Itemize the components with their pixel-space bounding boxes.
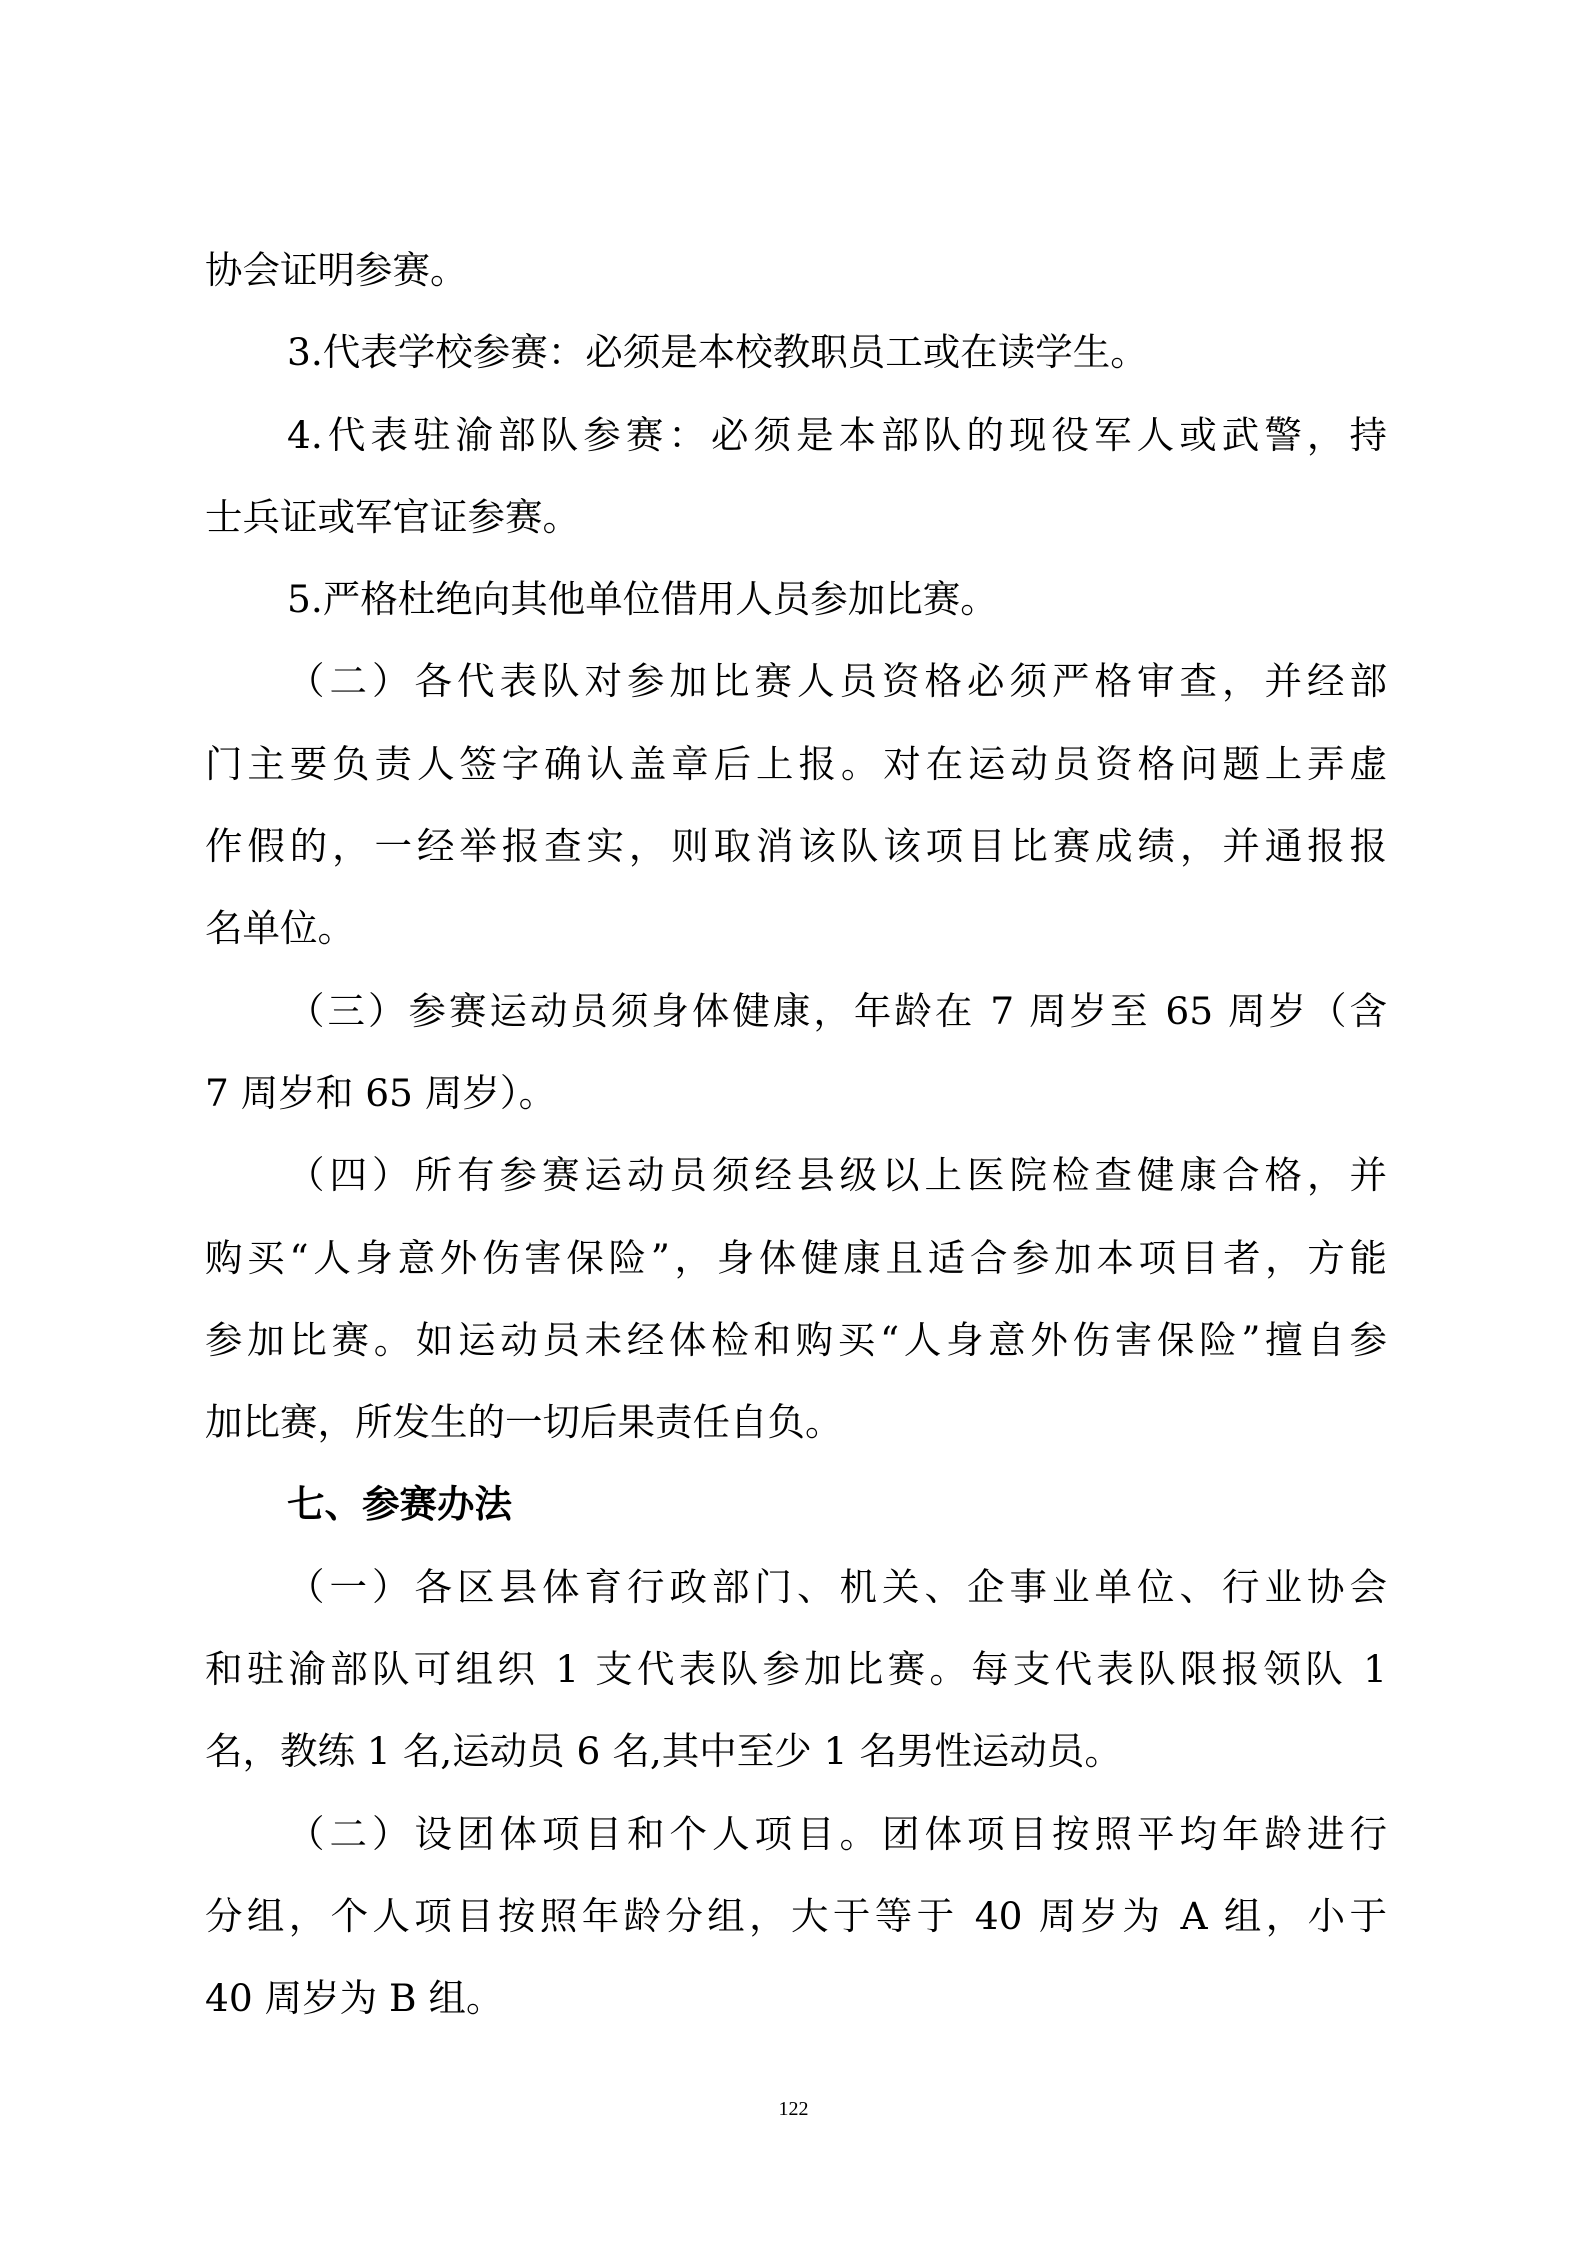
- paragraph-line: 3.代表学校参赛：必须是本校教职员工或在读学生。: [287, 330, 1148, 375]
- paragraph-line: （二）设团体项目和个人项目。团体项目按照平均年龄进行: [287, 1811, 1387, 1856]
- paragraph-line: （四）所有参赛运动员须经县级以上医院检查健康合格，并: [287, 1153, 1387, 1198]
- paragraph-line: 门主要负责人签字确认盖章后上报。对在运动员资格问题上弄虚: [205, 741, 1387, 786]
- paragraph-line: （一）各区县体育行政部门、机关、企事业单位、行业协会: [287, 1564, 1387, 1609]
- section-heading: 七、参赛办法: [287, 1482, 512, 1527]
- paragraph-line: （二）各代表队对参加比赛人员资格必须严格审查，并经部: [287, 659, 1387, 704]
- paragraph-line: 士兵证或军官证参赛。: [205, 494, 580, 539]
- paragraph-line: 加比赛，所发生的一切后果责任自负。: [205, 1400, 843, 1445]
- paragraph-line: 协会证明参赛。: [205, 248, 468, 292]
- paragraph-line: 参加比赛。如运动员未经体检和购买“人身意外伤害保险”擅自参: [205, 1317, 1387, 1362]
- paragraph-line: 购买“人身意外伤害保险”，身体健康且适合参加本项目者，方能: [205, 1235, 1387, 1280]
- document-body: [205, 229, 1387, 2040]
- paragraph-line: 和驻渝部队可组织 1 支代表队参加比赛。每支代表队限报领队 1: [205, 1647, 1387, 1692]
- paragraph-line: （三）参赛运动员须身体健康，年龄在 7 周岁至 65 周岁（含: [287, 988, 1387, 1033]
- paragraph-line: 4.代表驻渝部队参赛：必须是本部队的现役军人或武警，持: [287, 412, 1387, 457]
- paragraph-line: 名单位。: [205, 906, 355, 951]
- paragraph-line: 分组，个人项目按照年龄分组，大于等于 40 周岁为 A 组，小于: [205, 1893, 1387, 1938]
- paragraph-line: 40 周岁为 B 组。: [205, 1976, 504, 2021]
- paragraph-line: 名，教练 1 名,运动员 6 名,其中至少 1 名男性运动员。: [205, 1729, 1122, 1774]
- page-number: 122: [778, 2098, 809, 2120]
- paragraph-line: 作假的，一经举报查实，则取消该队该项目比赛成绩，并通报报: [205, 824, 1387, 869]
- paragraph-line: 7 周岁和 65 周岁）。: [205, 1070, 557, 1115]
- paragraph-line: 5.严格杜绝向其他单位借用人员参加比赛。: [287, 577, 998, 622]
